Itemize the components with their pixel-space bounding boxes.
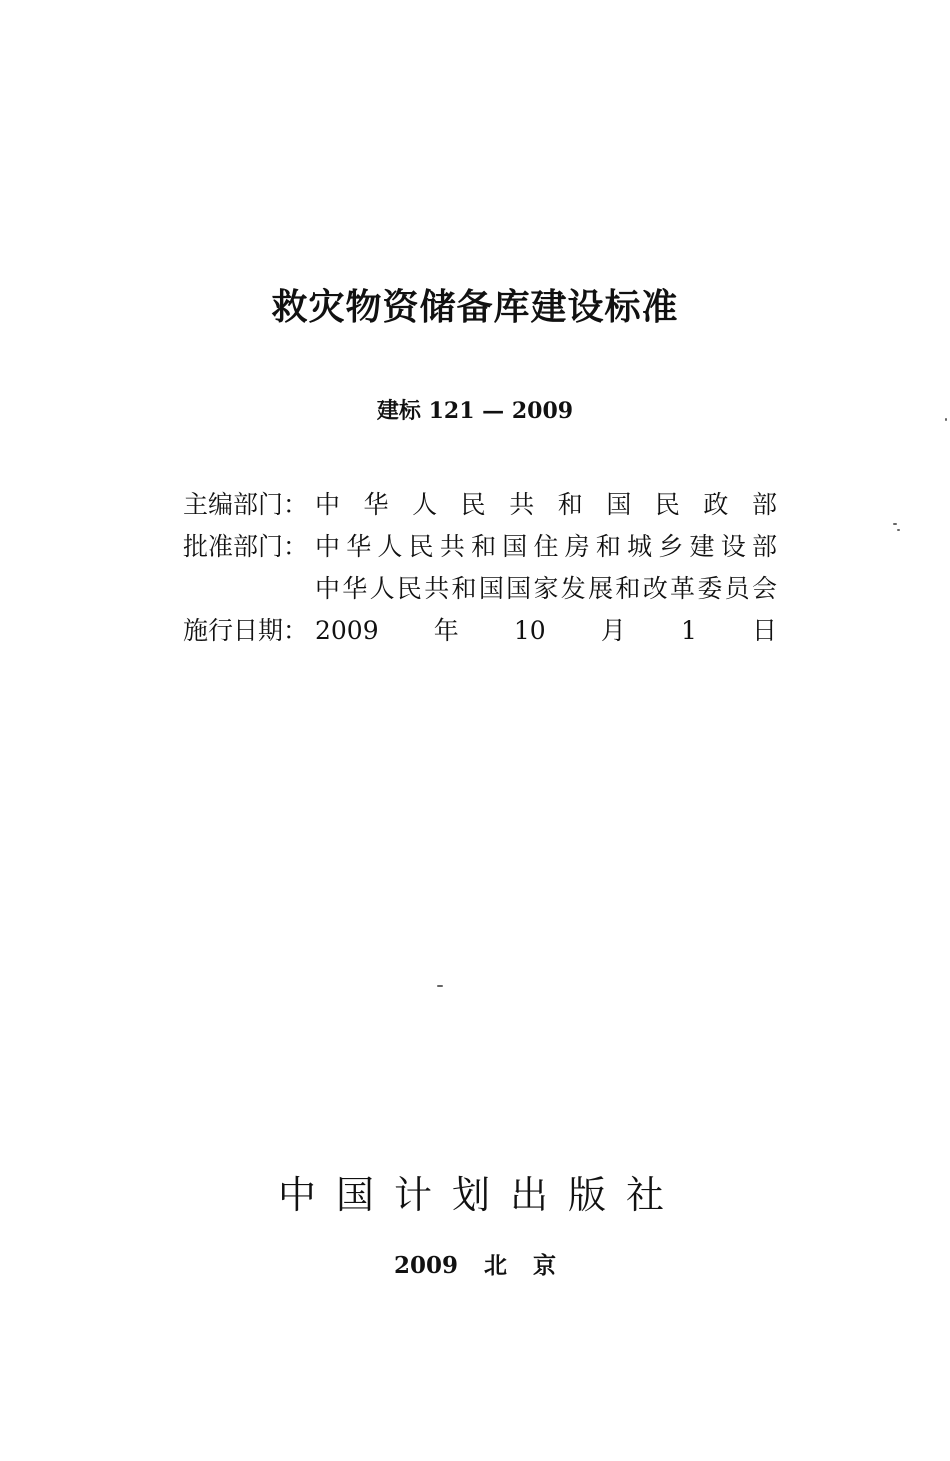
scan-speck	[945, 418, 947, 421]
effective-date-label: 施行日期：	[183, 616, 309, 645]
approval-department-row-2	[183, 568, 783, 610]
effective-date-value: 2009年10月1日	[315, 616, 777, 645]
editor-department-value: 中华人民共和国民政部	[315, 490, 777, 519]
standard-number: 建标 121 — 2009	[376, 398, 574, 424]
publication-year-place: 2009 北 京	[393, 1252, 557, 1279]
editor-department-label: 主编部门：	[183, 490, 309, 519]
effective-date-row	[183, 610, 783, 652]
editor-department-row	[183, 484, 783, 526]
approval-department-label: 批准部门：	[183, 532, 309, 561]
scan-speck	[897, 529, 900, 531]
approval-department-value-2: 中华人民共和国国家发展和改革委员会	[315, 574, 777, 603]
publisher-name: 中国计划出版社	[277, 1173, 684, 1217]
document-metadata	[183, 484, 783, 652]
document-title: 救灾物资储备库建设标准	[271, 287, 679, 328]
approval-department-label-2	[183, 568, 315, 610]
approval-department-value: 中华人民共和国住房和城乡建设部	[315, 532, 777, 561]
scan-speck	[893, 523, 897, 525]
scan-speck	[437, 985, 443, 987]
approval-department-row	[183, 526, 783, 568]
